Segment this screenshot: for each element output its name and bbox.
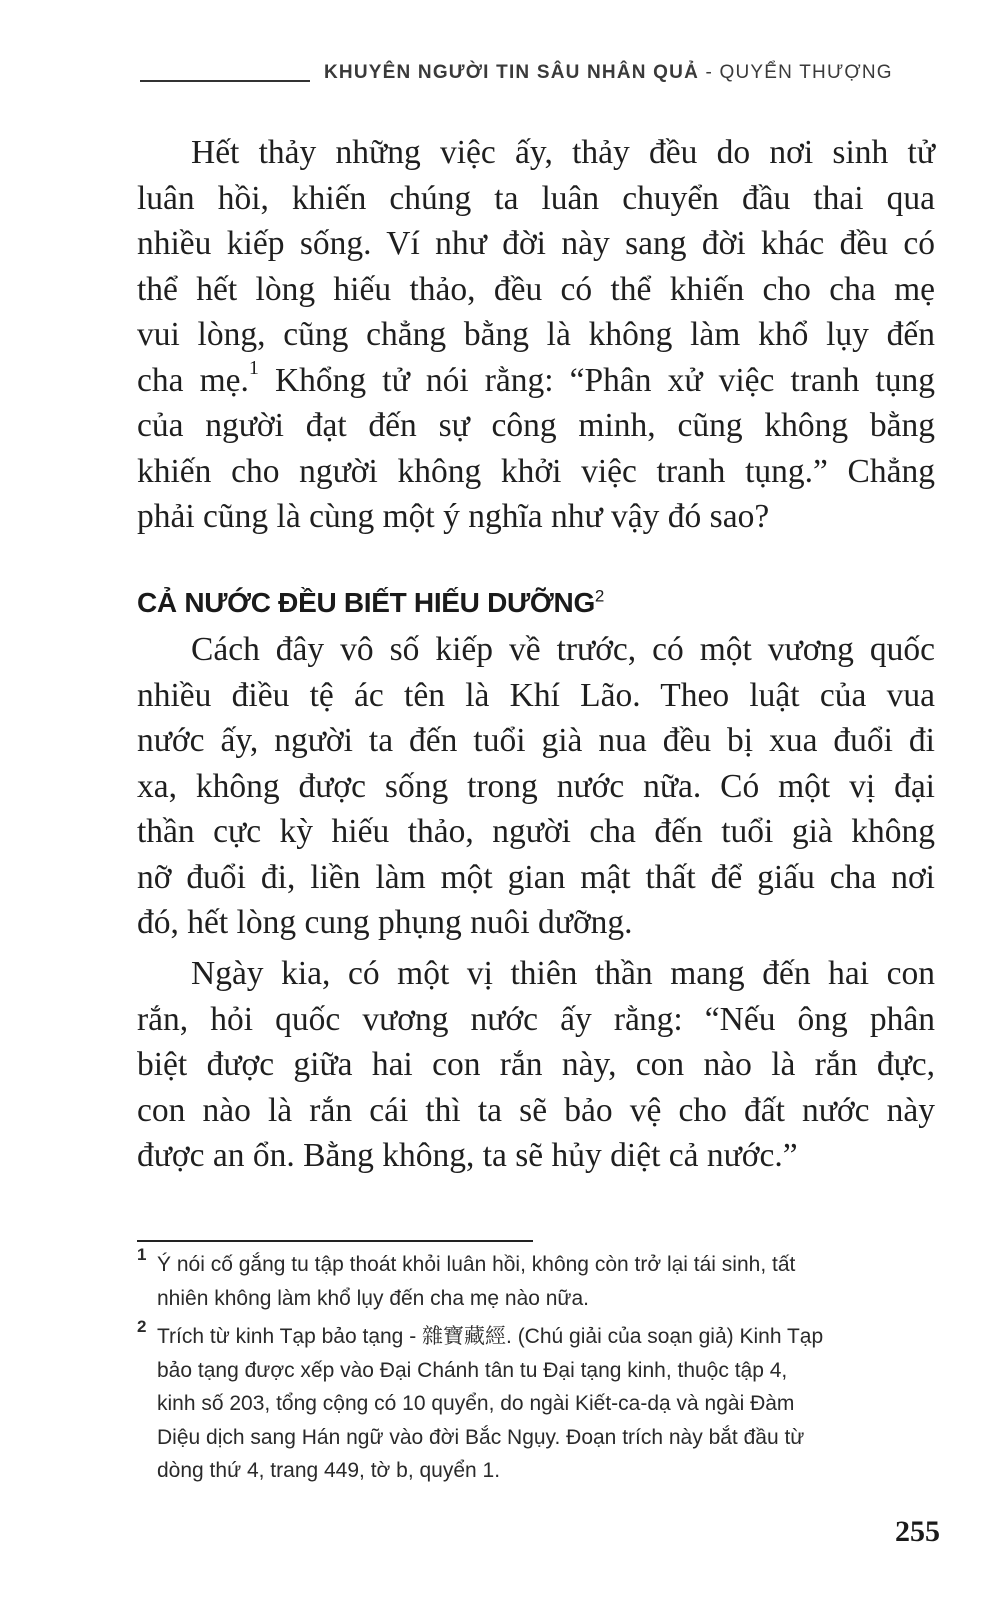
text-line: của người đạt đến sự công minh, cũng không bằng <box>137 407 935 444</box>
page-number: 255 <box>895 1515 940 1548</box>
footnote-line: dòng thứ 4, trang 449, tờ b, quyển 1. <box>157 1459 501 1482</box>
footnote-line: Ý nói cố gắng tu tập thoát khỏi luân hồi, không còn trở lại tái sinh, tất <box>157 1253 796 1276</box>
footnote-line: kinh số 203, tổng cộng có 10 quyển, do ngài Kiết-ca-dạ và ngài Đàm <box>157 1392 795 1415</box>
text-line: thể hết lòng hiếu thảo, đều có thể khiến cho cha mẹ <box>137 270 935 308</box>
text-line: vui lòng, cũng chẳng bằng là không làm khổ lụy đến <box>137 316 935 353</box>
text-line <box>137 358 935 404</box>
paragraph-3 <box>137 951 935 1179</box>
text-line: khiến cho người không khởi việc tranh tụng.” Chẳng <box>137 452 935 490</box>
paragraph-2 <box>137 627 935 946</box>
text-line: đó, hết lòng cung phụng nuôi dưỡng. <box>137 904 633 941</box>
footnote-line: bảo tạng được xếp vào Đại Chánh tân tu Đại tạng kinh, thuộc tập 4, <box>157 1358 788 1382</box>
footnote-2 <box>137 1317 937 1488</box>
text-line: nhiều điều tệ ác tên là Khí Lão. Theo luật của vua <box>137 676 935 714</box>
text-line: phải cũng là cùng một ý nghĩa như vậy đó sao? <box>137 498 770 535</box>
text-line: Hết thảy những việc ấy, thảy đều do nơi sinh tử <box>191 134 935 171</box>
paragraph-1 <box>137 130 935 540</box>
text-line: thần cực kỳ hiếu thảo, người cha đến tuổi già không <box>137 813 935 850</box>
footnote-line: Diệu dịch sang Hán ngữ vào đời Bắc Ngụy. Đoạn trích này bắt đầu từ <box>157 1425 805 1449</box>
footnote-ref-1: 1 <box>248 357 259 380</box>
text-segment: Khổng tử nói rằng: “Phân xử việc tranh tụng <box>258 361 935 399</box>
footnote-line: Trích từ kinh Tạp bảo tạng - 雜寶藏經. (Chú giải của soạn giả) Kinh Tạp <box>157 1325 824 1348</box>
text-line: biệt được giữa hai con rắn này, con nào là rắn đực, <box>137 1046 935 1083</box>
section-heading <box>137 587 604 619</box>
text-line: Ngày kia, có một vị thiên thần mang đến hai con <box>191 955 935 992</box>
footnote-number: 1 <box>137 1245 147 1264</box>
text-line: nhiều kiếp sống. Ví như đời này sang đời khác đều có <box>137 225 935 262</box>
header-separator: - <box>699 62 720 83</box>
footnote-line: nhiên không làm khổ lụy đến cha mẹ nào nữa. <box>157 1286 590 1310</box>
footnote-number: 2 <box>137 1317 147 1336</box>
text-line: được an ổn. Bằng không, ta sẽ hủy diệt cả nước.” <box>137 1137 798 1174</box>
heading-text: CẢ NƯỚC ĐỀU BIẾT HIẾU DƯỠNG <box>137 587 595 618</box>
footnote-ref-2: 2 <box>594 586 605 606</box>
text-line: nỡ đuổi đi, liền làm một gian mật thất để giấu cha nơi <box>137 858 935 896</box>
text-line: luân hồi, khiến chúng ta luân chuyển đầu thai qua <box>137 179 935 217</box>
footnote-rule <box>137 1240 533 1242</box>
text-segment: cha mẹ. <box>137 361 249 399</box>
text-line: con nào là rắn cái thì ta sẽ bảo vệ cho đất nước này <box>137 1091 935 1129</box>
running-head <box>324 62 934 84</box>
footnote-1 <box>137 1245 937 1315</box>
text-line: xa, không được sống trong nước nữa. Có một vị đại <box>137 767 935 805</box>
header-rule <box>140 80 310 82</box>
text-line: Cách đây vô số kiếp về trước, có một vương quốc <box>191 631 935 668</box>
volume-title: QUYỂN THƯỢNG <box>719 62 893 83</box>
book-title: KHUYÊN NGƯỜI TIN SÂU NHÂN QUẢ <box>324 62 700 83</box>
text-line: rắn, hỏi quốc vương nước ấy rằng: “Nếu ông phân <box>137 1000 935 1038</box>
text-line: nước ấy, người ta đến tuổi già nua đều bị xua đuổi đi <box>137 722 935 759</box>
